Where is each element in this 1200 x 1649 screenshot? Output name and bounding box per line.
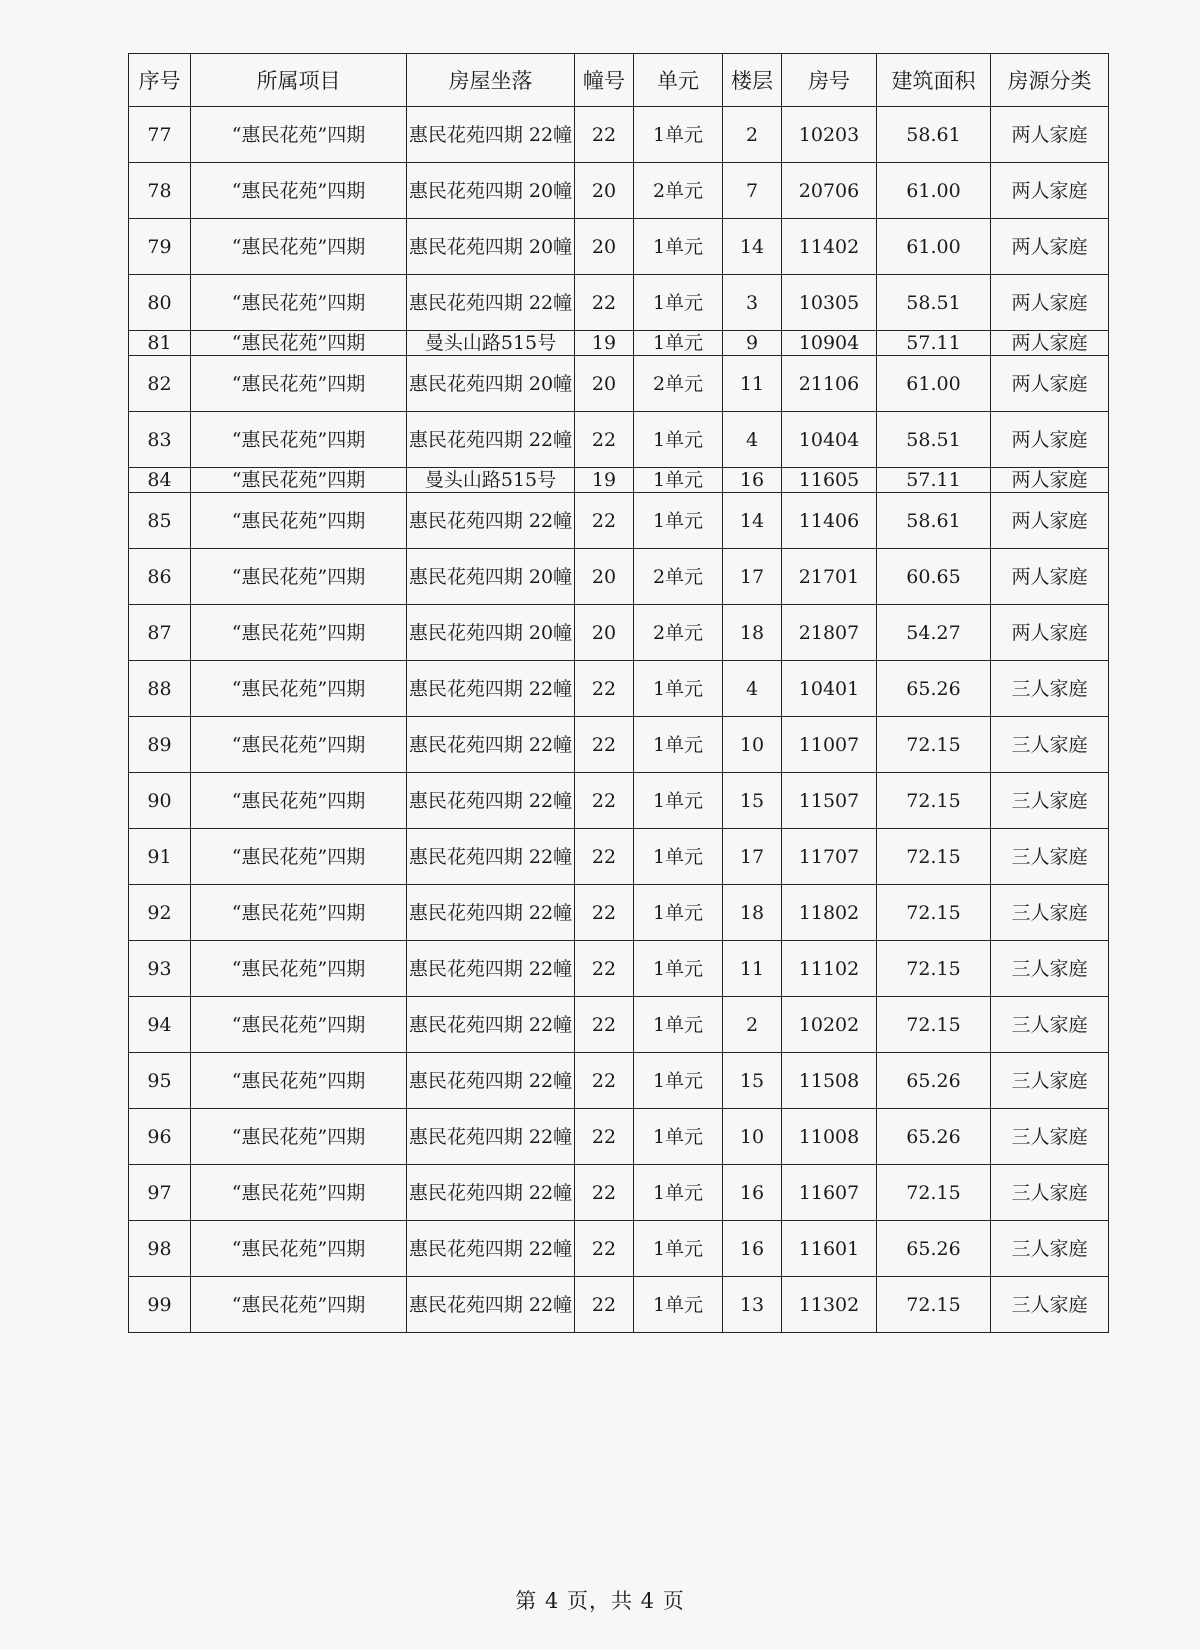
table-row [129,829,1109,885]
project-cell: “惠民花苑”四期 [191,412,407,468]
header-cell: 房屋坐落 [407,54,575,107]
area-cell: 54.27 [877,605,991,661]
room-cell: 10404 [782,412,877,468]
room-cell: 21106 [782,356,877,412]
room-cell: 11707 [782,829,877,885]
unit-cell: 1单元 [634,997,723,1053]
unit-cell: 1单元 [634,275,723,331]
table-row [129,219,1109,275]
project-cell: “惠民花苑”四期 [191,997,407,1053]
building-cell: 20 [575,605,634,661]
area-cell: 72.15 [877,885,991,941]
building-cell: 22 [575,1221,634,1277]
building-cell: 22 [575,1109,634,1165]
area-cell: 58.51 [877,412,991,468]
category-cell: 两人家庭 [991,275,1109,331]
room-cell: 11302 [782,1277,877,1333]
table-row [129,468,1109,493]
row-number-cell: 94 [129,997,191,1053]
unit-cell: 2单元 [634,605,723,661]
building-cell: 22 [575,829,634,885]
project-cell: “惠民花苑”四期 [191,549,407,605]
header-cell: 建筑面积 [877,54,991,107]
address-cell: 曼头山路515号 [407,331,575,356]
category-cell: 两人家庭 [991,331,1109,356]
table-row [129,885,1109,941]
area-cell: 72.15 [877,1277,991,1333]
category-cell: 两人家庭 [991,356,1109,412]
row-number-cell: 95 [129,1053,191,1109]
table-row [129,107,1109,163]
row-number-cell: 77 [129,107,191,163]
room-cell: 11406 [782,493,877,549]
address-cell: 惠民花苑四期 22幢 [407,1165,575,1221]
header-cell: 楼层 [723,54,782,107]
row-number-cell: 88 [129,661,191,717]
unit-cell: 1单元 [634,885,723,941]
area-cell: 60.65 [877,549,991,605]
building-cell: 22 [575,717,634,773]
project-cell: “惠民花苑”四期 [191,773,407,829]
table-row [129,1277,1109,1333]
address-cell: 惠民花苑四期 22幢 [407,717,575,773]
building-cell: 22 [575,1053,634,1109]
floor-cell: 3 [723,275,782,331]
floor-cell: 15 [723,1053,782,1109]
table-row [129,605,1109,661]
header-cell: 单元 [634,54,723,107]
room-cell: 10305 [782,275,877,331]
row-number-cell: 96 [129,1109,191,1165]
table-row [129,1221,1109,1277]
row-number-cell: 82 [129,356,191,412]
floor-cell: 10 [723,1109,782,1165]
project-cell: “惠民花苑”四期 [191,885,407,941]
room-cell: 11007 [782,717,877,773]
room-cell: 11102 [782,941,877,997]
area-cell: 72.15 [877,941,991,997]
area-cell: 61.00 [877,163,991,219]
project-cell: “惠民花苑”四期 [191,493,407,549]
row-number-cell: 87 [129,605,191,661]
room-cell: 20706 [782,163,877,219]
building-cell: 19 [575,331,634,356]
project-cell: “惠民花苑”四期 [191,356,407,412]
category-cell: 三人家庭 [991,1277,1109,1333]
table-row [129,717,1109,773]
project-cell: “惠民花苑”四期 [191,661,407,717]
area-cell: 61.00 [877,219,991,275]
unit-cell: 1单元 [634,773,723,829]
category-cell: 三人家庭 [991,1165,1109,1221]
unit-cell: 1单元 [634,331,723,356]
unit-cell: 2单元 [634,163,723,219]
unit-cell: 2单元 [634,549,723,605]
building-cell: 22 [575,493,634,549]
housing-table [128,53,1109,1333]
row-number-cell: 84 [129,468,191,493]
room-cell: 21701 [782,549,877,605]
category-cell: 两人家庭 [991,493,1109,549]
building-cell: 22 [575,1165,634,1221]
address-cell: 惠民花苑四期 22幢 [407,1277,575,1333]
floor-cell: 17 [723,829,782,885]
room-cell: 11402 [782,219,877,275]
floor-cell: 7 [723,163,782,219]
row-number-cell: 98 [129,1221,191,1277]
floor-cell: 16 [723,1221,782,1277]
header-cell: 序号 [129,54,191,107]
row-number-cell: 78 [129,163,191,219]
table-row [129,412,1109,468]
table-body [129,107,1109,1333]
table-row [129,493,1109,549]
table-row [129,275,1109,331]
unit-cell: 1单元 [634,412,723,468]
building-cell: 22 [575,275,634,331]
project-cell: “惠民花苑”四期 [191,331,407,356]
unit-cell: 1单元 [634,717,723,773]
row-number-cell: 83 [129,412,191,468]
row-number-cell: 97 [129,1165,191,1221]
table-row [129,356,1109,412]
unit-cell: 1单元 [634,829,723,885]
project-cell: “惠民花苑”四期 [191,163,407,219]
address-cell: 惠民花苑四期 22幢 [407,661,575,717]
building-cell: 20 [575,549,634,605]
row-number-cell: 86 [129,549,191,605]
floor-cell: 2 [723,107,782,163]
row-number-cell: 81 [129,331,191,356]
address-cell: 曼头山路515号 [407,468,575,493]
project-cell: “惠民花苑”四期 [191,717,407,773]
project-cell: “惠民花苑”四期 [191,941,407,997]
address-cell: 惠民花苑四期 22幢 [407,493,575,549]
table-row [129,941,1109,997]
unit-cell: 1单元 [634,661,723,717]
unit-cell: 1单元 [634,1109,723,1165]
table-row [129,163,1109,219]
room-cell: 11607 [782,1165,877,1221]
row-number-cell: 93 [129,941,191,997]
floor-cell: 17 [723,549,782,605]
row-number-cell: 90 [129,773,191,829]
unit-cell: 2单元 [634,356,723,412]
category-cell: 三人家庭 [991,941,1109,997]
row-number-cell: 99 [129,1277,191,1333]
project-cell: “惠民花苑”四期 [191,219,407,275]
project-cell: “惠民花苑”四期 [191,468,407,493]
address-cell: 惠民花苑四期 20幢 [407,356,575,412]
project-cell: “惠民花苑”四期 [191,829,407,885]
unit-cell: 1单元 [634,493,723,549]
table-row [129,331,1109,356]
address-cell: 惠民花苑四期 20幢 [407,605,575,661]
floor-cell: 14 [723,219,782,275]
category-cell: 三人家庭 [991,1221,1109,1277]
row-number-cell: 80 [129,275,191,331]
area-cell: 65.26 [877,1053,991,1109]
floor-cell: 4 [723,661,782,717]
building-cell: 20 [575,356,634,412]
building-cell: 20 [575,219,634,275]
area-cell: 61.00 [877,356,991,412]
area-cell: 72.15 [877,1165,991,1221]
category-cell: 三人家庭 [991,717,1109,773]
area-cell: 72.15 [877,997,991,1053]
building-cell: 22 [575,885,634,941]
unit-cell: 1单元 [634,1165,723,1221]
unit-cell: 1单元 [634,107,723,163]
unit-cell: 1单元 [634,219,723,275]
table-row [129,773,1109,829]
address-cell: 惠民花苑四期 22幢 [407,1053,575,1109]
address-cell: 惠民花苑四期 22幢 [407,773,575,829]
area-cell: 65.26 [877,1109,991,1165]
address-cell: 惠民花苑四期 22幢 [407,275,575,331]
floor-cell: 4 [723,412,782,468]
project-cell: “惠民花苑”四期 [191,275,407,331]
project-cell: “惠民花苑”四期 [191,1109,407,1165]
room-cell: 11008 [782,1109,877,1165]
room-cell: 10202 [782,997,877,1053]
area-cell: 72.15 [877,829,991,885]
room-cell: 11802 [782,885,877,941]
address-cell: 惠民花苑四期 22幢 [407,1221,575,1277]
table-row [129,1165,1109,1221]
building-cell: 22 [575,107,634,163]
area-cell: 72.15 [877,773,991,829]
category-cell: 两人家庭 [991,219,1109,275]
header-cell: 幢号 [575,54,634,107]
address-cell: 惠民花苑四期 22幢 [407,941,575,997]
room-cell: 11508 [782,1053,877,1109]
building-cell: 22 [575,1277,634,1333]
floor-cell: 11 [723,941,782,997]
project-cell: “惠民花苑”四期 [191,1165,407,1221]
table-row [129,997,1109,1053]
building-cell: 19 [575,468,634,493]
address-cell: 惠民花苑四期 20幢 [407,219,575,275]
page-number: 第 4 页，共 4 页 [515,1589,685,1613]
address-cell: 惠民花苑四期 20幢 [407,549,575,605]
area-cell: 58.61 [877,493,991,549]
row-number-cell: 85 [129,493,191,549]
project-cell: “惠民花苑”四期 [191,1053,407,1109]
header-cell: 房号 [782,54,877,107]
floor-cell: 13 [723,1277,782,1333]
category-cell: 两人家庭 [991,605,1109,661]
address-cell: 惠民花苑四期 22幢 [407,412,575,468]
area-cell: 58.61 [877,107,991,163]
table-row [129,1053,1109,1109]
row-number-cell: 92 [129,885,191,941]
area-cell: 65.26 [877,661,991,717]
building-cell: 22 [575,661,634,717]
area-cell: 65.26 [877,1221,991,1277]
room-cell: 21807 [782,605,877,661]
room-cell: 10904 [782,331,877,356]
unit-cell: 1单元 [634,1221,723,1277]
address-cell: 惠民花苑四期 22幢 [407,885,575,941]
room-cell: 11601 [782,1221,877,1277]
project-cell: “惠民花苑”四期 [191,1277,407,1333]
floor-cell: 16 [723,1165,782,1221]
category-cell: 两人家庭 [991,107,1109,163]
unit-cell: 1单元 [634,1277,723,1333]
header-cell: 房源分类 [991,54,1109,107]
unit-cell: 1单元 [634,941,723,997]
address-cell: 惠民花苑四期 22幢 [407,107,575,163]
address-cell: 惠民花苑四期 22幢 [407,1109,575,1165]
address-cell: 惠民花苑四期 20幢 [407,163,575,219]
floor-cell: 2 [723,997,782,1053]
category-cell: 三人家庭 [991,1109,1109,1165]
project-cell: “惠民花苑”四期 [191,605,407,661]
category-cell: 两人家庭 [991,163,1109,219]
building-cell: 22 [575,773,634,829]
building-cell: 22 [575,941,634,997]
table-row [129,661,1109,717]
project-cell: “惠民花苑”四期 [191,1221,407,1277]
building-cell: 22 [575,412,634,468]
category-cell: 三人家庭 [991,885,1109,941]
unit-cell: 1单元 [634,468,723,493]
category-cell: 三人家庭 [991,773,1109,829]
floor-cell: 10 [723,717,782,773]
table-header-row [129,54,1109,107]
table-row [129,549,1109,605]
address-cell: 惠民花苑四期 22幢 [407,997,575,1053]
header-cell: 所属项目 [191,54,407,107]
room-cell: 11507 [782,773,877,829]
building-cell: 20 [575,163,634,219]
floor-cell: 11 [723,356,782,412]
area-cell: 57.11 [877,468,991,493]
category-cell: 两人家庭 [991,549,1109,605]
floor-cell: 15 [723,773,782,829]
floor-cell: 16 [723,468,782,493]
table-row [129,1109,1109,1165]
category-cell: 两人家庭 [991,412,1109,468]
room-cell: 10401 [782,661,877,717]
floor-cell: 14 [723,493,782,549]
floor-cell: 18 [723,885,782,941]
category-cell: 三人家庭 [991,661,1109,717]
room-cell: 11605 [782,468,877,493]
row-number-cell: 79 [129,219,191,275]
row-number-cell: 89 [129,717,191,773]
row-number-cell: 91 [129,829,191,885]
address-cell: 惠民花苑四期 22幢 [407,829,575,885]
room-cell: 10203 [782,107,877,163]
category-cell: 三人家庭 [991,829,1109,885]
category-cell: 两人家庭 [991,468,1109,493]
area-cell: 72.15 [877,717,991,773]
unit-cell: 1单元 [634,1053,723,1109]
area-cell: 57.11 [877,331,991,356]
category-cell: 三人家庭 [991,997,1109,1053]
building-cell: 22 [575,997,634,1053]
floor-cell: 18 [723,605,782,661]
area-cell: 58.51 [877,275,991,331]
category-cell: 三人家庭 [991,1053,1109,1109]
project-cell: “惠民花苑”四期 [191,107,407,163]
floor-cell: 9 [723,331,782,356]
